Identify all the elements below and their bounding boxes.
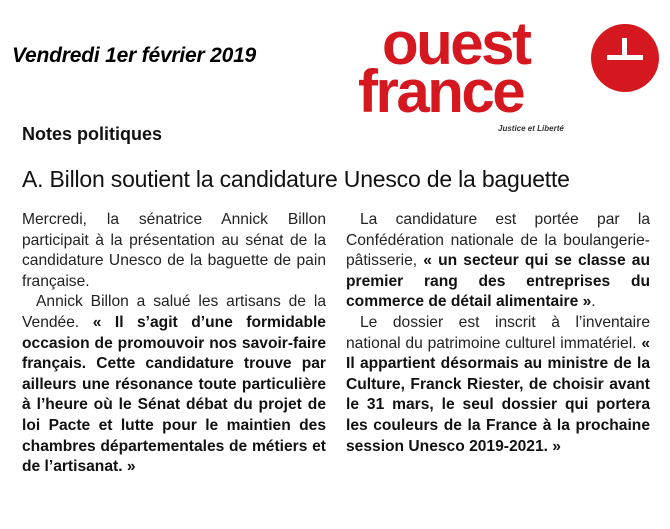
paragraph-intro: La candidature est portée par la Confédération nationale de la boulangerie-pâtisserie,: [346, 211, 650, 270]
paragraph: Mercredi, la sénatrice Annick Billon participait à la présentation au sénat de la candidature Unesco de la baguette de pain française.: [22, 211, 326, 290]
ouest-france-logo[interactable]: [358, 10, 664, 136]
article-column-right: [346, 210, 650, 457]
paragraph: [22, 292, 326, 477]
quote: « un secteur qui se classe au premier rang des entreprises du commerce de détail alimentaire »: [346, 252, 650, 311]
logo-tagline: Justice et Liberté: [498, 124, 564, 133]
paragraph-intro: Le dossier est inscrit à l’inventaire national du patrimoine culturel immatériel.: [346, 313, 650, 352]
quote: « Il appartient désormais au ministre de la Culture, Franck Riester, de choisir avant le 31 mars, le seul dossier qui portera les couleurs de la France à la prochaine session Unesco 2019-2021. »: [346, 334, 650, 455]
paragraph-end: .: [591, 293, 596, 311]
logo-word-france: france: [358, 58, 524, 125]
quote: « Il s’agit d’une formidable occasion de promouvoir nos savoir-faire français. Cette candidature trouve par ailleurs une résonance toute particulière à l’heure où le Sénat débat du projet de loi Pacte et lutte pour le maintien des chambres départementales de métiers et de l’artisanat. »: [22, 313, 326, 476]
edition-date: Vendredi 1er février 2019: [12, 44, 257, 67]
logo-word-ouest: ouest: [382, 10, 530, 77]
paragraph: [346, 313, 650, 457]
article-headline: A. Billon soutient la candidature Unesco de la baguette: [22, 166, 570, 192]
paragraph: [346, 210, 650, 313]
paragraph-intro: Annick Billon a salué les artisans de la Vendée.: [22, 293, 326, 331]
logo-circle-icon: [591, 24, 659, 92]
article-column-left: [22, 210, 326, 478]
section-rubric: Notes politiques: [22, 124, 163, 144]
